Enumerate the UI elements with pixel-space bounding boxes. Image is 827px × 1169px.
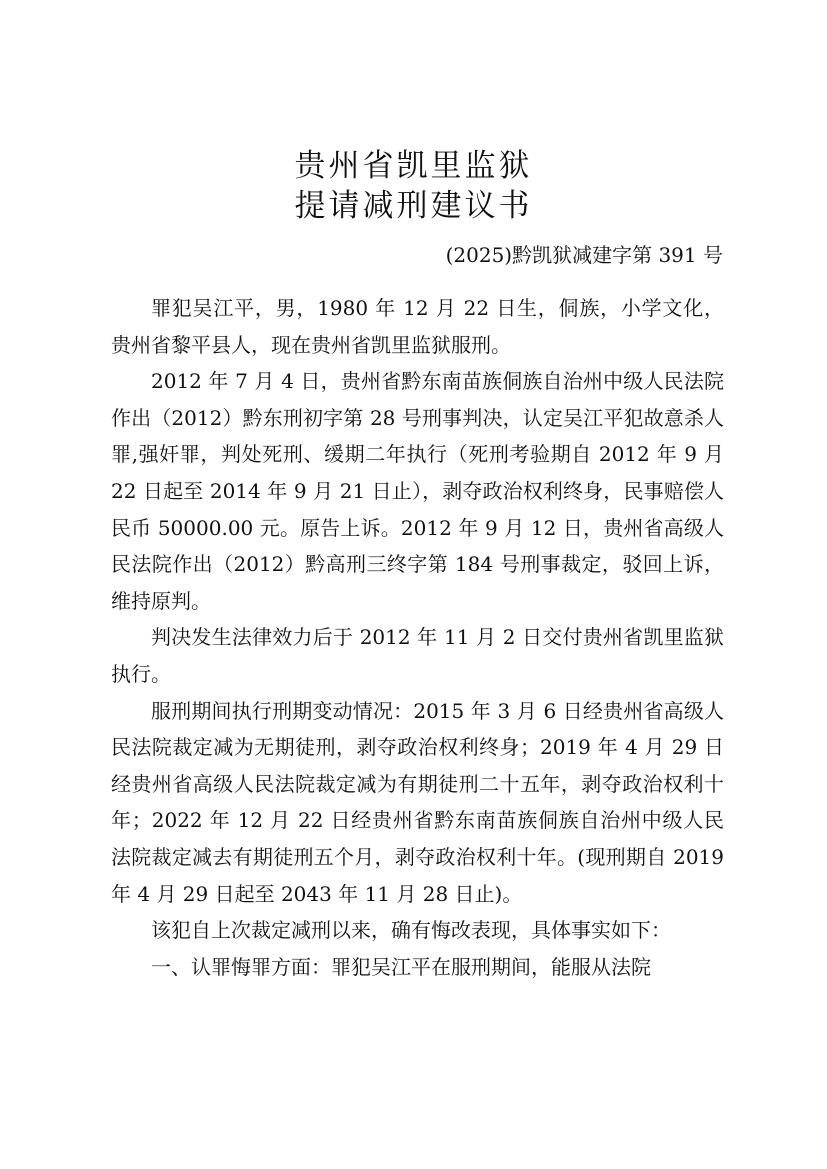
document-title-line2: 提请减刑建议书 xyxy=(294,188,533,224)
paragraph-admission-of-guilt: 一、认罪悔罪方面：罪犯吴江平在服刑期间，能服从法院 xyxy=(151,954,651,979)
document-number: (2025)黔凯狱减建字第 391 号 xyxy=(445,243,723,267)
paragraph-original-judgment: 2012 年 7 月 4 日，贵州省黔东南苗族侗族自治州中级人民法院作出（2012）黔东刑初字第 28 号刑事判决，认定吴江平犯故意杀人罪,强奸罪，判处死刑、缓期二年执行（死刑考验期自 2012 年 9 月 22 日起至 2014 年 9 月 21 日止），剥夺政治权利终身，民事赔偿人民币 50000.00 元。原告上诉。2012 年 9 月 12 日，贵州省高级人民法院作出（2012）黔高刑三终字第 184 号刑事裁定，驳回上诉，维持原判。 xyxy=(111,369,724,613)
paragraph-execution-delivery: 判决发生法律效力后于 2012 年 11 月 2 日交付贵州省凯里监狱执行。 xyxy=(111,625,724,686)
document-body xyxy=(111,290,724,985)
paragraph-criminal-info: 罪犯吴江平，男，1980 年 12 月 22 日生，侗族，小学文化，贵州省黎平县人，现在贵州省凯里监狱服刑。 xyxy=(111,296,724,357)
paragraph-sentence-changes: 服刑期间执行刑期变动情况：2015 年 3 月 6 日经贵州省高级人民法院裁定减为无期徒刑，剥夺政治权利终身；2019 年 4 月 29 日经贵州省高级人民法院裁定减为有期徒刑二十五年，剥夺政治权利十年；2022 年 12 月 22 日经贵州省黔东南苗族侗族自治州中级人民法院裁定减去有期徒刑五个月，剥夺政治权利十年。(现刑期自 2019 年 4 月 29 日起至 2043 年 11 月 28 日止)。 xyxy=(111,698,724,906)
document-title-line1: 贵州省凯里监狱 xyxy=(294,148,533,184)
paragraph-repentance-intro: 该犯自上次裁定减刑以来，确有悔改表现，具体事实如下： xyxy=(151,918,671,943)
